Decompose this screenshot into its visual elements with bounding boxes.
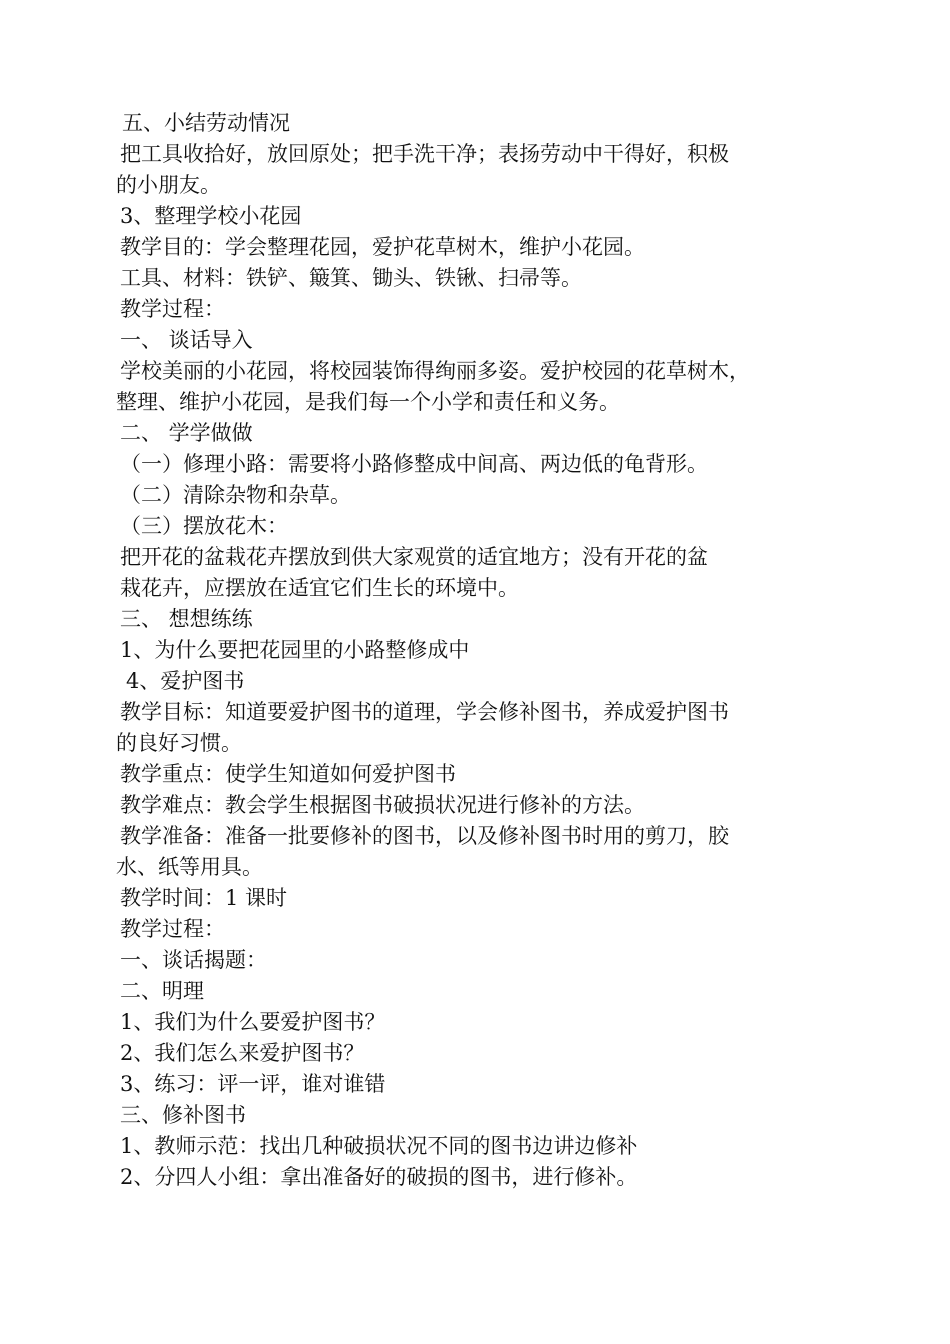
section-heading: 二、 学学做做 <box>120 421 253 445</box>
paragraph-line: 工具、材料：铁铲、簸箕、锄头、铁锹、扫帚等。 <box>120 266 582 290</box>
paragraph-line: 教学重点：使学生知道如何爱护图书 <box>120 762 456 786</box>
list-item: 3、练习：评一评，谁对谁错 <box>120 1072 386 1096</box>
lesson-title: 3、整理学校小花园 <box>120 204 302 228</box>
section-heading: 一、 谈话导入 <box>120 328 253 352</box>
paragraph-line: 1、为什么要把花园里的小路整修成中 <box>120 638 470 662</box>
section-heading: 一、谈话揭题： <box>120 948 267 972</box>
list-item: 2、分四人小组：拿出准备好的破损的图书，进行修补。 <box>120 1165 638 1189</box>
paragraph-line: （二）清除杂物和杂草。 <box>120 483 351 507</box>
document-body <box>116 108 876 1193</box>
paragraph-line: 教学过程： <box>120 297 225 321</box>
paragraph-line: 教学目的：学会整理花园，爱护花草树木，维护小花园。 <box>120 235 645 259</box>
paragraph-line: （一）修理小路：需要将小路修整成中间高、两边低的龟背形。 <box>120 452 708 476</box>
section-heading: 三、修补图书 <box>120 1103 246 1127</box>
paragraph-line: （三）摆放花木： <box>120 514 288 538</box>
paragraph-line: 学校美丽的小花园，将校园装饰得绚丽多姿。爱护校园的花草树木， <box>120 359 750 383</box>
paragraph-line: 教学过程： <box>120 917 225 941</box>
paragraph-line: 教学准备：准备一批要修补的图书，以及修补图书时用的剪刀，胶 <box>120 824 729 848</box>
paragraph-line: 把工具收拾好，放回原处；把手洗干净；表扬劳动中干得好，积极 <box>120 142 729 166</box>
list-item: 1、我们为什么要爱护图书？ <box>120 1010 386 1034</box>
paragraph-line: 的良好习惯。 <box>116 731 242 755</box>
paragraph-line: 教学目标：知道要爱护图书的道理，学会修补图书，养成爱护图书 <box>120 700 729 724</box>
lesson-title: 4、爱护图书 <box>126 669 245 693</box>
section-heading: 三、 想想练练 <box>120 607 253 631</box>
paragraph-line: 的小朋友。 <box>116 173 221 197</box>
paragraph-line: 教学难点：教会学生根据图书破损状况进行修补的方法。 <box>120 793 645 817</box>
paragraph-line: 把开花的盆栽花卉摆放到供大家观赏的适宜地方；没有开花的盆 <box>120 545 708 569</box>
paragraph-line: 水、纸等用具。 <box>116 855 263 879</box>
list-item: 2、我们怎么来爱护图书？ <box>120 1041 365 1065</box>
section-heading: 二、明理 <box>120 979 204 1003</box>
paragraph-line: 栽花卉，应摆放在适宜它们生长的环境中。 <box>120 576 519 600</box>
list-item: 1、教师示范：找出几种破损状况不同的图书边讲边修补 <box>120 1134 638 1158</box>
paragraph-line: 教学时间：1 课时 <box>120 886 288 910</box>
section-heading: 五、小结劳动情况 <box>122 111 290 135</box>
paragraph-line: 整理、维护小花园，是我们每一个小学和责任和义务。 <box>116 390 620 414</box>
